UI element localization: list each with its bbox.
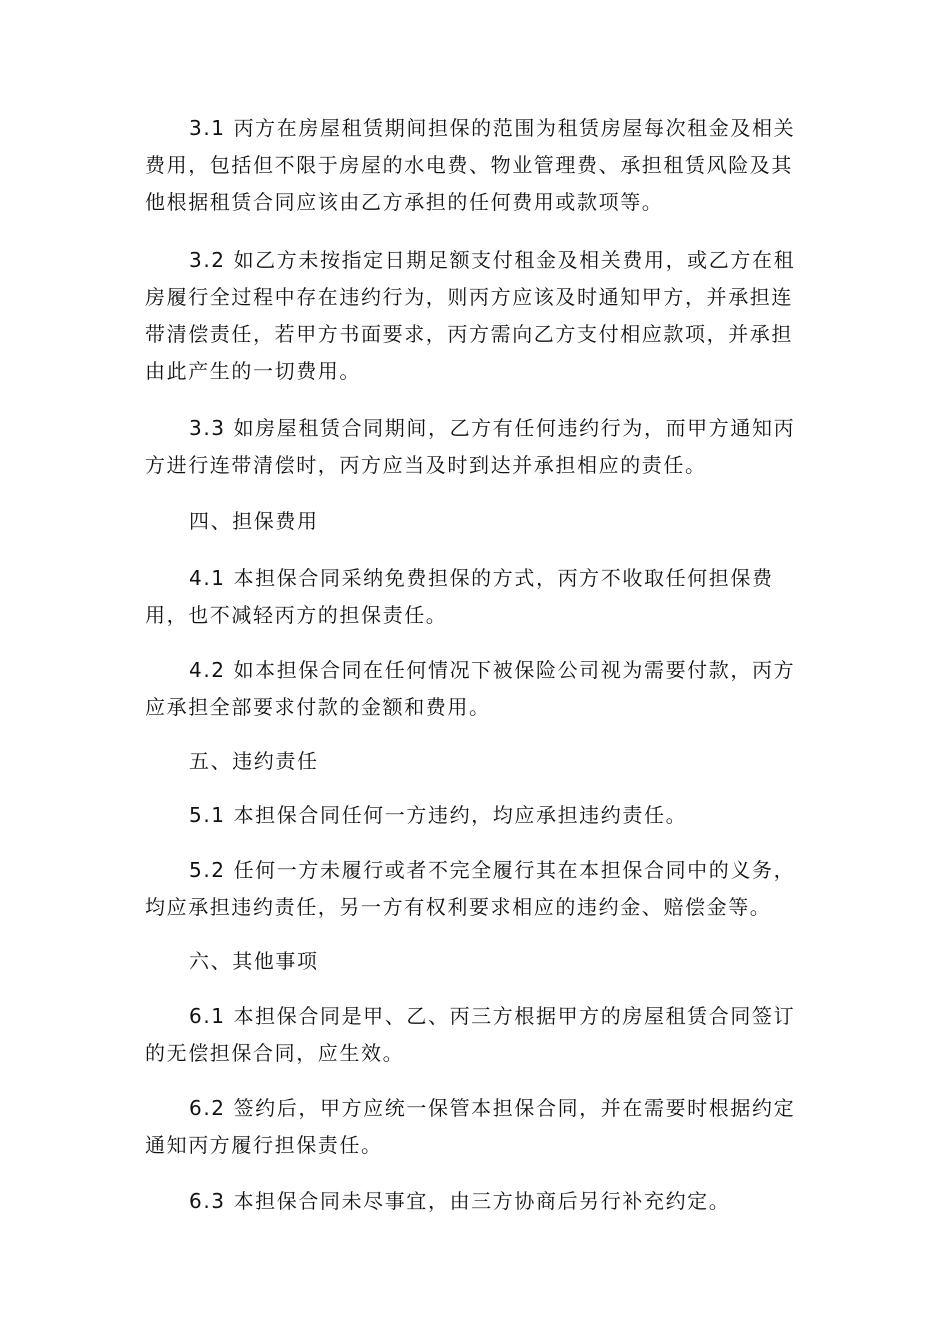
clause-4-1: 4.1 本担保合同采纳免费担保的方式，丙方不收取任何担保费用，也不减轻丙方的担保责任。 xyxy=(145,566,774,627)
clause-5-2: 5.2 任何一方未履行或者不完全履行其在本担保合同中的义务，均应承担违约责任，另一方有权利要求相应的违约金、赔偿金等。 xyxy=(145,858,796,919)
section-heading-6: 六、其他事项 xyxy=(189,949,319,973)
clause-3-2: 3.2 如乙方未按指定日期足额支付租金及相关费用，或乙方在租房履行全过程中存在违约行为，则丙方应该及时通知甲方，并承担连带清偿责任，若甲方书面要求，丙方需向乙方支付相应款项，并承担由此产生的一切费用。 xyxy=(145,248,796,383)
section-heading-5: 五、违约责任 xyxy=(189,749,319,773)
clause-3-1: 3.1 丙方在房屋租赁期间担保的范围为租赁房屋每次租金及相关费用，包括但不限于房屋的水电费、物业管理费、承担租赁风险及其他根据租赁合同应该由乙方承担的任何费用或款项等。 xyxy=(145,116,796,214)
clause-5-1: 5.1 本担保合同任何一方违约，均应承担违约责任。 xyxy=(189,803,688,827)
section-heading-4: 四、担保费用 xyxy=(189,509,319,533)
clause-4-2: 4.2 如本担保合同在任何情况下被保险公司视为需要付款，丙方应承担全部要求付款的金额和费用。 xyxy=(145,658,796,719)
clause-6-1: 6.1 本担保合同是甲、乙、丙三方根据甲方的房屋租赁合同签订的无偿担保合同，应生效。 xyxy=(145,1004,796,1065)
clause-3-3: 3.3 如房屋租赁合同期间，乙方有任何违约行为，而甲方通知丙方进行连带清偿时，丙方应当及时到达并承担相应的责任。 xyxy=(145,416,796,477)
clause-6-2: 6.2 签约后，甲方应统一保管本担保合同，并在需要时根据约定通知丙方履行担保责任。 xyxy=(145,1096,796,1157)
clause-6-3: 6.3 本担保合同未尽事宜，由三方协商后另行补充约定。 xyxy=(189,1189,731,1213)
